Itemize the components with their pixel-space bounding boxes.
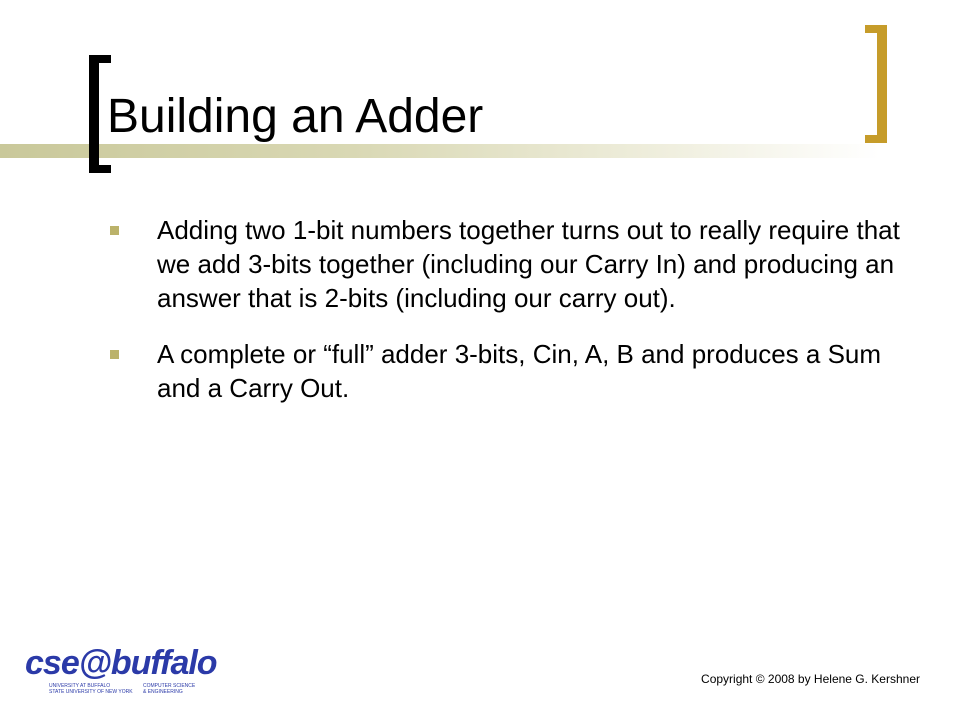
square-bullet-icon (110, 350, 119, 359)
logo-department-caption: COMPUTER SCIENCE & ENGINEERING (143, 683, 196, 695)
bullet-text: Adding two 1-bit numbers together turns out to really require that we add 3-bits together (including our Carry In) and producing an answer that is 2-bits (including our carry out). (157, 215, 900, 313)
square-bullet-icon (110, 226, 119, 235)
bullet-list (110, 213, 900, 427)
logo-university-caption: UNIVERSITY AT BUFFALO STATE UNIVERSITY OF NEW YORK (49, 683, 133, 695)
title-band (0, 144, 880, 158)
slide-title: Building an Adder (107, 90, 484, 143)
bullet-item (110, 213, 900, 315)
logo-wordmark: cse@buffalo (25, 644, 217, 682)
copyright-notice: Copyright © 2008 by Helene G. Kershner (701, 672, 920, 686)
bullet-item (110, 337, 900, 405)
bullet-text: A complete or “full” adder 3-bits, Cin, A, B and produces a Sum and a Carry Out. (157, 339, 882, 403)
cse-buffalo-logo (25, 643, 217, 701)
right-bracket-decoration (865, 25, 887, 143)
